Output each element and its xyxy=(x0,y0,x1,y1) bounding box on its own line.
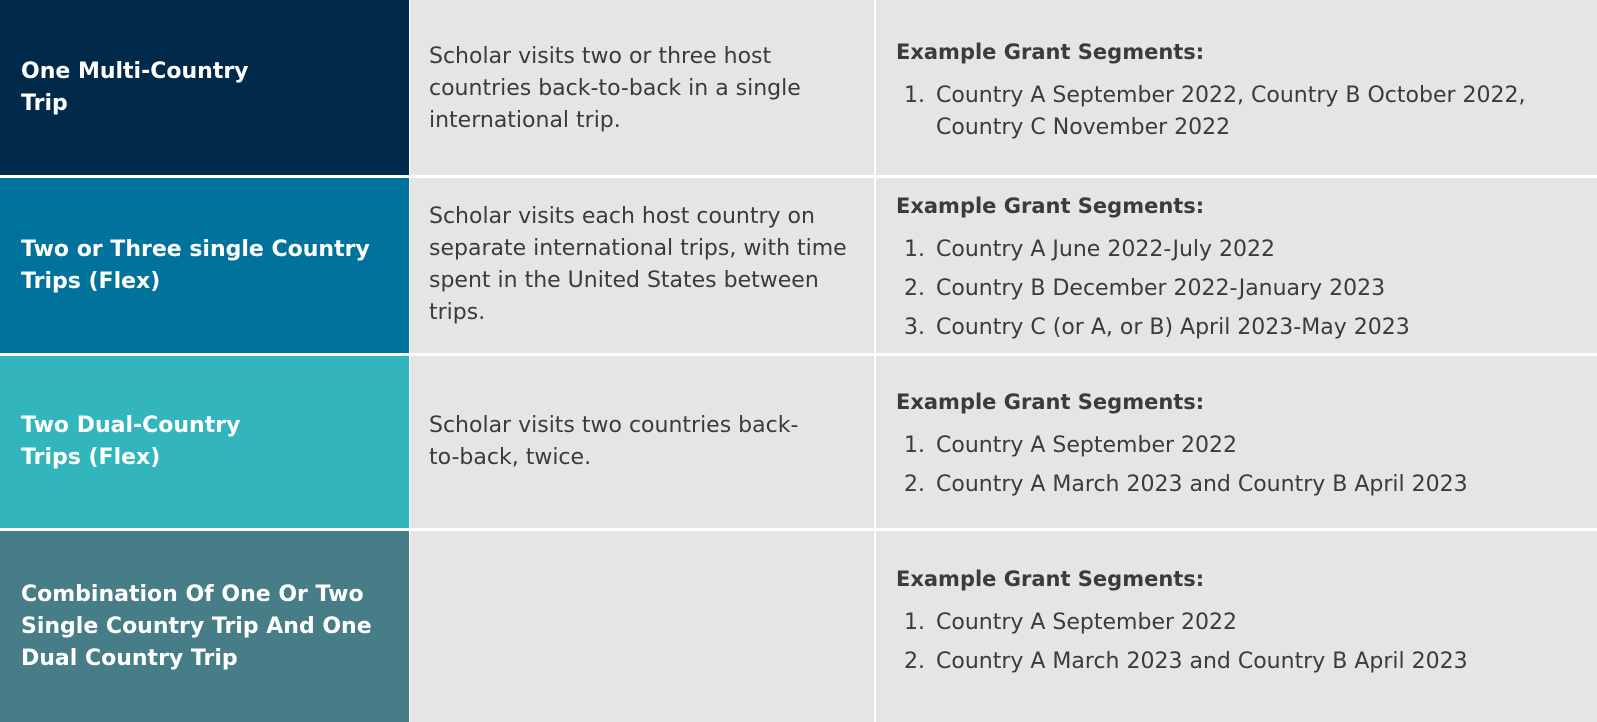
list-number: 1. xyxy=(904,433,925,458)
row-description: Scholar visits each host country on separate international trips, with time spent in the United States between trips. xyxy=(429,204,847,325)
row-title: Two Dual-Country Trips (Flex) xyxy=(21,413,241,470)
row-description: Scholar visits two countries back-to-back, twice. xyxy=(429,413,799,470)
list-number: 1. xyxy=(904,83,925,108)
table-row xyxy=(0,0,1597,175)
description-cell xyxy=(410,178,874,353)
table-row xyxy=(0,356,1597,528)
list-item xyxy=(904,273,1587,305)
row-header xyxy=(0,0,409,175)
list-number: 3. xyxy=(904,315,925,340)
table-row xyxy=(0,178,1597,353)
list-item xyxy=(904,469,1587,501)
list-item xyxy=(904,646,1587,678)
list-text: Country A March 2023 and Country B April 2023 xyxy=(936,649,1468,674)
table-row xyxy=(0,531,1597,722)
row-title: Two or Three single Country Trips (Flex) xyxy=(21,236,370,294)
segments-cell xyxy=(876,0,1597,175)
list-number: 2. xyxy=(904,649,925,674)
list-item xyxy=(904,312,1587,344)
row-title: One Multi-Country Trip xyxy=(21,58,249,116)
segments-title: Example Grant Segments: xyxy=(896,390,1205,414)
segments-title: Example Grant Segments: xyxy=(896,40,1205,64)
list-number: 2. xyxy=(904,276,925,301)
list-item xyxy=(904,234,1587,266)
list-text: Country A September 2022, Country B October 2022, Country C November 2022 xyxy=(936,83,1526,140)
segments-cell xyxy=(876,356,1597,528)
segments-title: Example Grant Segments: xyxy=(896,194,1205,218)
segments-title: Example Grant Segments: xyxy=(896,567,1205,591)
list-text: Country A September 2022 xyxy=(936,610,1238,635)
row-header xyxy=(0,356,409,528)
list-item xyxy=(904,80,1587,144)
segments-cell xyxy=(876,531,1597,722)
list-number: 1. xyxy=(904,610,925,635)
list-text: Country A March 2023 and Country B April 2023 xyxy=(936,472,1468,497)
list-text: Country C (or A, or B) April 2023-May 2023 xyxy=(936,315,1410,340)
description-cell xyxy=(410,531,874,722)
list-text: Country A September 2022 xyxy=(936,433,1238,458)
list-item xyxy=(904,607,1587,639)
list-text: Country B December 2022-January 2023 xyxy=(936,276,1386,301)
list-text: Country A June 2022-July 2022 xyxy=(936,237,1276,262)
row-header xyxy=(0,178,409,353)
row-description: Scholar visits two or three host countries back-to-back in a single international trip. xyxy=(429,44,801,133)
description-cell xyxy=(410,356,874,528)
list-item xyxy=(904,430,1587,462)
row-title: Combination Of One Or Two Single Country Trip And One Dual Country Trip xyxy=(21,581,372,671)
list-number: 1. xyxy=(904,237,925,262)
segments-cell xyxy=(876,178,1597,353)
list-number: 2. xyxy=(904,472,925,497)
description-cell xyxy=(410,0,874,175)
row-header xyxy=(0,531,409,722)
